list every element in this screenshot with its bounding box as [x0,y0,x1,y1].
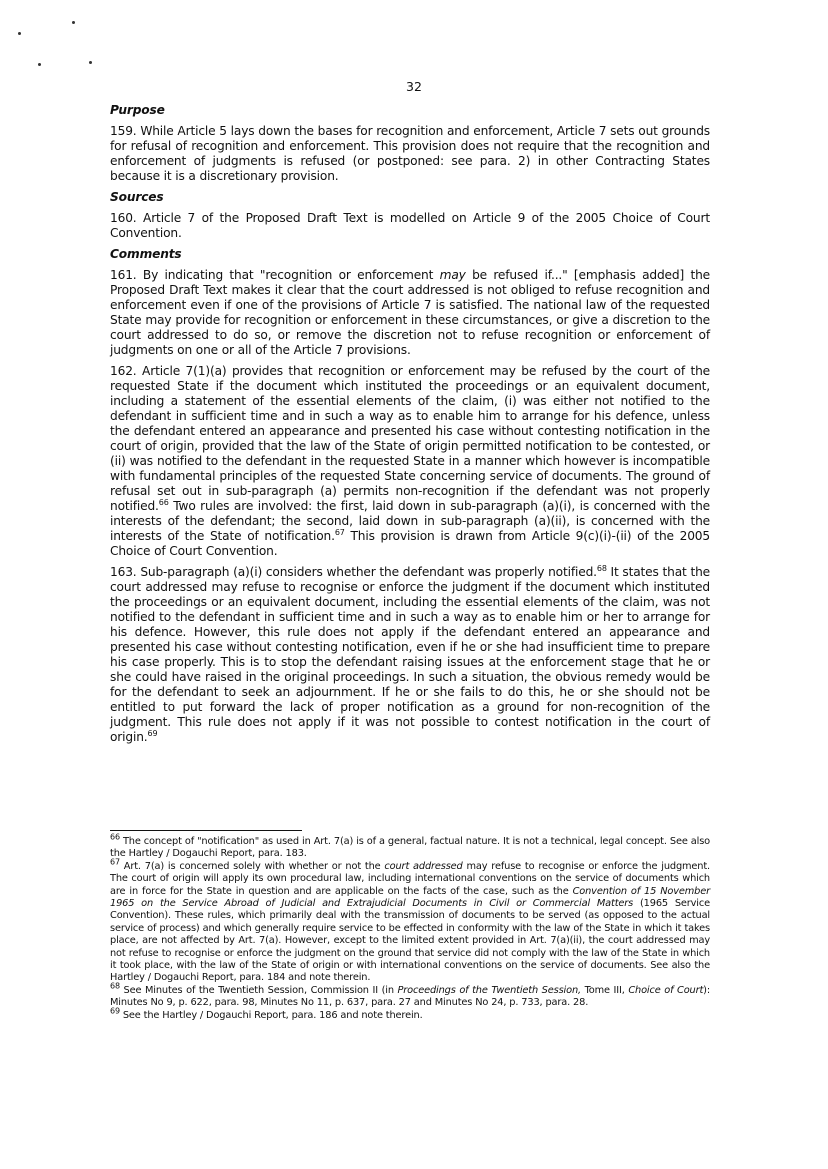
footnote-67-convention-title: Convention of 15 November 1965 on the Service Abroad of Judicial and Extrajudicial Documents in Civil or Commercial Matters [110,885,710,910]
body-text [110,103,710,751]
heading-comments: Comments [110,247,182,261]
footnote-68 [110,981,710,1010]
paragraph-163 [110,565,710,745]
footnote-67-text-end: (1965 Service Convention). These rules, which primarily deal with the transmission of documents to be served (as opposed to the actual service of process) and which generally require service to be effected in conformity with the law of the State in which it takes place, are not affected by Art. 7(a). However, except to the limited extent provided in Art. 7(a)(ii), the court addressed may not refuse to recognise or enforce the judgment on the ground that service did not comply with the law of the State in which it took place, with the law of the State of origin or with international conventions on the service of documents. See also the Hartley / Dogauchi Report, para. 184 and note therein. [110,898,710,984]
paragraph-162-text: 162. Article 7(1)(a) provides that recognition or enforcement may be refused by the court of the requested State if the document which instituted the proceedings or an equivalent document, including a statement of the essential elements of the claim, (i) was either not notified to the defendant in sufficient time and in such a way as to enable him to arrange for his defence, unless the defendant entered an appearance and presented his case without contesting notification in the court of origin, provided that the law of the State of origin permitted notification to be contested, or (ii) was notified to the defendant in the requested State in a manner which however is incompatible with fundamental principles of the requested State concerning service of documents. The ground of refusal set out in sub-paragraph (a) permits non-recognition if the defendant was not properly notified. [110,364,710,513]
footnote-66-text: The concept of "notification" as used in Art. 7(a) is of a general, factual nature. It is not a technical, legal concept. See also the Hartley / Dogauchi Report, para. 183. [110,836,710,860]
paragraph-162-text-cont: Two rules are involved: the first, laid down in sub-paragraph (a)(i), is concerned with the interests of the defendant; the second, laid down in sub-paragraph (a)(ii), is concerned with the interests of the State of notification. [110,499,710,543]
paragraph-161-text: 161. By indicating that "recognition or enforcement [110,268,440,282]
footnote-68-text-cont: Tome III, [580,984,629,996]
paragraph-161-text-cont: be refused if..." [emphasis added] the Proposed Draft Text makes it clear that the court addressed is not obliged to refuse recognition and enforcement even if one of the provisions of Article 7 is satisfied. The national law of the requested State may provide for recognition or enforcement in these circumstances, or give a discretion to the court addressed to do so, or remove the discretion not to refuse recognition or enforcement of judgments on one or all of the Article 7 provisions. [110,268,710,357]
footnote-67 [110,857,710,985]
paragraph-161 [110,268,710,358]
emphasis-may: may [439,268,466,282]
paragraph-162-text-end: This provision is drawn from Article 9(c)(i)-(ii) of the 2005 Choice of Court Convention. [110,529,711,558]
page-number: 32 [406,79,422,94]
footnote-69-text: See the Hartley / Dogauchi Report, para. 186 and note therein. [119,1009,423,1021]
footnote-67-text-cont: may refuse to recognise or enforce the judgment. The court of origin will apply its own procedural law, including international conventions on the service of documents which are in force for the State in question and are applicable on the facts of the case, such as the [110,860,710,897]
paragraph-160: 160. Article 7 of the Proposed Draft Text is modelled on Article 9 of the 2005 Choice of Court Convention. [110,211,710,240]
paragraph-162 [110,364,710,559]
footnote-number: 68 [110,981,120,991]
footnote-69 [110,1006,710,1022]
paragraph-159: 159. While Article 5 lays down the bases for recognition and enforcement, Article 7 sets out grounds for refusal of recognition and enforcement. This provision does not require that the recognition and enforcement of judgments is refused (or postponed: see para. 2) in other Contracting States because it is a discretionary provision. [110,124,710,183]
footnote-68-text: See Minutes of the Twentieth Session, Commission II (in [119,984,398,996]
footnote-ref-68[interactable]: 68 [596,563,607,573]
footnotes [110,832,710,1022]
paragraph-163-text: 163. Sub-paragraph (a)(i) considers whether the defendant was properly notified. [110,565,597,579]
footnote-number: 67 [110,857,120,867]
footnote-number: 69 [110,1006,120,1016]
footnote-67-text: Art. 7(a) is concerned solely with whether or not the [119,860,385,872]
footnote-68-choice-of-court: Choice of Court [628,984,704,996]
footnote-ref-67[interactable]: 67 [334,527,345,537]
paragraph-163-text-cont: It states that the court addressed may refuse to recognise or enforce the judgment if the document which instituted the proceedings or an equivalent document, including the essential elements of the claim, was not notified to the defendant in sufficient time and in such a way as to enable him or her to arrange for his defence. However, this rule does not apply if the defendant entered an appearance and presented his case without contesting notification, even if he or she had insufficient time to prepare his case properly. This is to stop the defendant raising issues at the enforcement stage that he or she could have raised in the original proceedings. In such a situation, the obvious remedy would be for the defendant to seek an adjournment. If he or she fails to do this, he or she should not be entitled to put forward the lack of proper notification as a ground for non-recognition of the judgment. This rule does not apply if it was not possible to contest notification in the court of origin. [110,565,710,744]
footnote-67-emphasis: court addressed [384,860,463,872]
footnote-66 [110,832,710,861]
footnote-68-proceedings-title: Proceedings of the Twentieth Session, [397,984,581,996]
footnote-68-text-end: ): Minutes No 9, p. 622, para. 98, Minutes No 11, p. 637, para. 27 and Minutes No 24, p. 733, para. 28. [110,984,710,1009]
footnote-separator [110,830,302,831]
footnote-number: 66 [110,832,120,842]
footnote-ref-66[interactable]: 66 [158,497,169,507]
heading-purpose: Purpose [110,103,165,117]
heading-sources: Sources [110,190,164,204]
footnote-ref-69[interactable]: 69 [147,728,158,738]
